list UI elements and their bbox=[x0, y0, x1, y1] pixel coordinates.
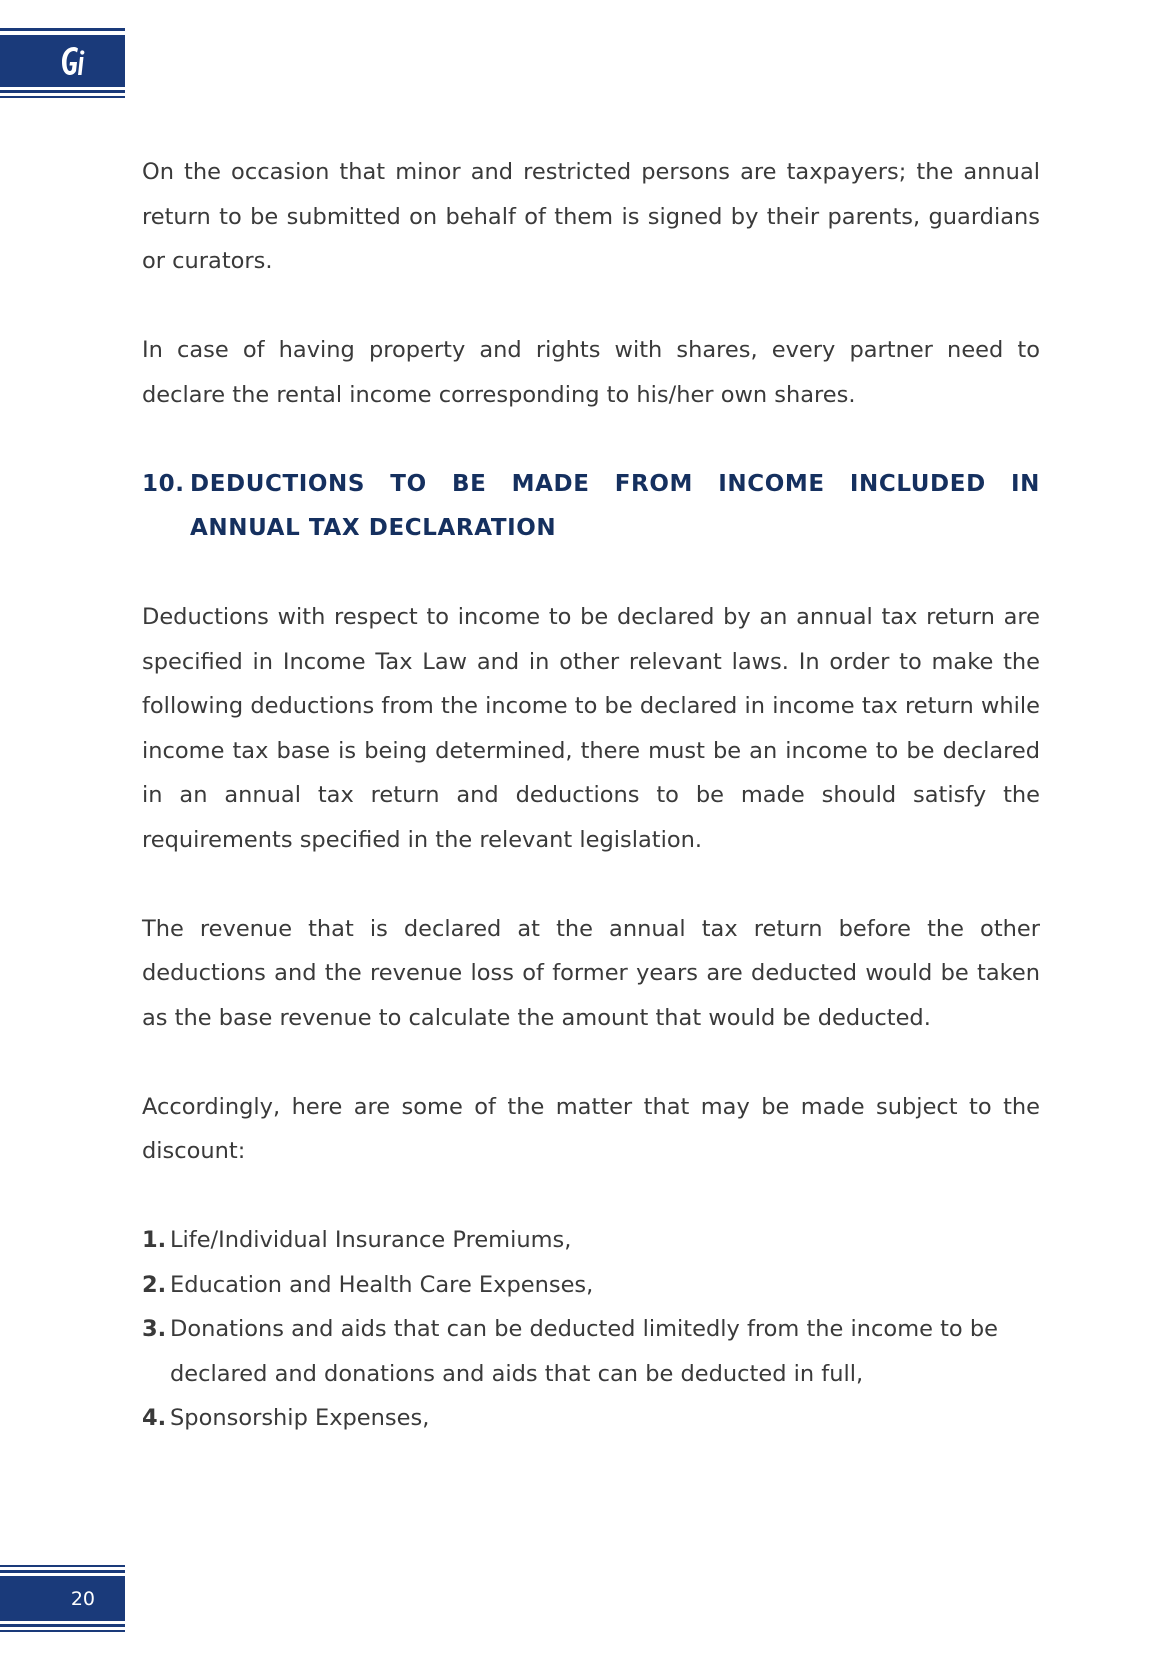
list-item bbox=[142, 1218, 1040, 1263]
list-item bbox=[142, 1263, 1040, 1308]
list-item-text: Donations and aids that can be deducted limitedly from the income to be declared and donations and aids that can be deducted in full, bbox=[170, 1316, 998, 1387]
list-marker: 1. bbox=[142, 1227, 167, 1253]
page-number: 20 bbox=[70, 1587, 95, 1610]
header-logo-block bbox=[0, 28, 125, 98]
page-content bbox=[142, 150, 1040, 1441]
list-marker: 2. bbox=[142, 1271, 167, 1298]
section-title: DEDUCTIONS TO BE MADE FROM INCOME INCLUDED IN ANNUAL TAX DECLARATION bbox=[190, 470, 1040, 541]
header-stripe bbox=[0, 90, 125, 93]
footer-page-block bbox=[0, 1565, 125, 1635]
list-marker: 4. bbox=[142, 1405, 167, 1431]
list-item bbox=[142, 1307, 1040, 1396]
deductions-list bbox=[142, 1218, 1040, 1441]
list-item-text: Life/Individual Insurance Premiums, bbox=[170, 1227, 572, 1253]
header-stripe bbox=[0, 96, 125, 98]
list-item-text: Sponsorship Expenses, bbox=[170, 1405, 430, 1431]
paragraph-minor-persons: On the occasion that minor and restricted persons are taxpayers; the annual return to be submitted on behalf of them is signed by their parents, guardians or curators. bbox=[142, 159, 1040, 274]
footer-stripe bbox=[0, 1570, 125, 1573]
footer-stripe bbox=[0, 1624, 125, 1627]
list-item bbox=[142, 1396, 1040, 1441]
footer-stripe bbox=[0, 1630, 125, 1632]
paragraph-base-revenue: The revenue that is declared at the annual tax return before the other deductions and the revenue loss of former years are deducted would be taken as the base revenue to calculate the amount that would be deducted. bbox=[142, 915, 1040, 1031]
header-stripe bbox=[0, 28, 125, 31]
paragraph-deductions: Deductions with respect to income to be declared by an annual tax return are specified in Income Tax Law and in other relevant laws. In order to make the following deductions from the income to be declared in income tax return while income tax base is being determined, there must be an income to be declared in an annual tax return and deductions to be made should satisfy the requirements specified in the relevant legislation. bbox=[142, 604, 1040, 853]
section-number: 10. bbox=[142, 470, 185, 497]
list-marker: 3. bbox=[142, 1316, 167, 1342]
footer-stripe bbox=[0, 1565, 125, 1567]
section-heading bbox=[142, 462, 1040, 551]
list-item-text: Education and Health Care Expenses, bbox=[170, 1271, 594, 1298]
page-number-box bbox=[0, 1576, 125, 1621]
paragraph-discount-intro: Accordingly, here are some of the matter that may be made subject to the discount: bbox=[142, 1093, 1040, 1164]
paragraph-shared-property: In case of having property and rights with shares, every partner need to declare the rental income corresponding to his/her own shares. bbox=[142, 337, 1040, 408]
logo-box bbox=[0, 35, 125, 87]
gi-logo-icon bbox=[57, 44, 87, 78]
